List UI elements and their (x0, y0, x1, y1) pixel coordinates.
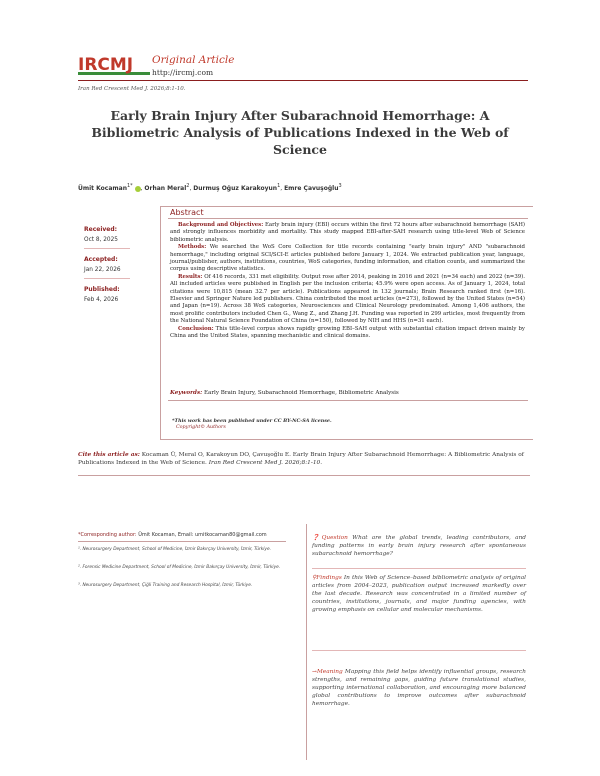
footnote-divider (78, 541, 286, 542)
abstract-heading: Abstract (170, 208, 204, 217)
orcid-icon[interactable] (135, 186, 141, 192)
author-name[interactable]: Ümit Kocaman (78, 185, 127, 192)
received-date: Oct 8, 2025 (84, 237, 118, 243)
abstract-divider (168, 218, 528, 219)
citation-divider (78, 475, 530, 476)
header-divider (78, 80, 528, 81)
abstract-results: Results: Of 416 records, 331 met eligibility. Output rose after 2014, peaking in 2016 and 2021 (n=34 each) and 2022 (n=39). All included articles were published in English per the inclusion criteria; 45.9% were open access. As of January 1, 2024, total citations were 10,815 (mean 32.7 per article). Publications appeared in 132 journals; Brain Research ranked first (n=16). Elsevier and Springer Nature led publishers. China contributed the most articles (n=273), followed by the United States (n=54) and Japan (n=19). Across 38 WoS categories, Neurosciences and Clinical Neurology predominated. Among 1,406 authors, the most prolific contributors included Chen G., Wang Z., and Zhang J.H. Funding was reported in 299 articles, most frequently from the National Natural Science Foundation of China (n=150), followed by NIH and HHS (n=31 each). (170, 273, 525, 325)
abstract-conclusion: Conclusion: This title-level corpus shows rapidly growing EBI–SAH output with substantial citation impact driven mainly by China and the United States, spanning mechanistic and clinical domains. (170, 325, 525, 340)
key-divider (312, 568, 526, 569)
key-meaning: →Meaning Mapping this field helps identify influential groups, research strengths, and remaining gaps, guiding future translational studies, supporting international collaboration, and encouraging more balanced global contributions to improve outcomes after subarachnoid hemorrhage. (312, 669, 526, 707)
author-name[interactable]: Orhan Meral (144, 185, 187, 192)
published-date: Feb 4, 2026 (84, 297, 119, 303)
affiliation: ³. Neurosurgery Department, Çiğli Training and Research Hospital, İzmir, Türkiye. (78, 583, 253, 588)
abstract-body (170, 222, 525, 341)
date-divider (84, 278, 130, 279)
arrow-icon: → (312, 669, 317, 675)
key-findings: ⚲Findings In this Web of Science–based bibliometric analysis of original articles from 2004–2023, publication output increased markedly over the last decade. Research was concentrated in a limited number of countries, institutions, journals, and major funding agencies, with growing emphasis on cellular and molecular mechanisms. (312, 575, 526, 613)
citation: Cite this article as: Kocaman Ü, Meral O, Karakoyun DO, Çavuşoğlu E. Early Brain Injury After Subarachnoid Hemorrhage: A Bibliometric Analysis of Publications Indexed in the Web of Science. Iran Red Crescent Med J. 2026;8:1-10. (78, 452, 524, 466)
journal-logo (78, 52, 150, 80)
key-divider (312, 650, 526, 651)
affiliation: ¹. Neurosurgery Department, School of Medicine, İzmir Bakırçay University, İzmir, Türkiye. (78, 547, 271, 552)
findings-icon: ⚲ (312, 575, 317, 581)
published-label: Published: (84, 286, 120, 293)
journal-reference: Iran Red Crescent Med J. 2026;8:1-10. (78, 86, 186, 92)
received-label: Received: (84, 226, 118, 233)
key-question: ❓Question What are the global trends, leading contributors, and funding patterns in early brain injury research after spontaneous subarachnoid hemorrhage? (312, 535, 527, 557)
journal-url[interactable]: http://ircmj.com (152, 68, 214, 77)
keywords: Keywords: Early Brain Injury, Subarachnoid Hemorrhage, Bibliometric Analysis (170, 390, 399, 396)
svg-text:IRCMJ: IRCMJ (78, 55, 134, 75)
date-divider (84, 248, 130, 249)
abstract-methods: Methods: We searched the WoS Core Collection for title records containing "early brain injury" AND "subarachnoid hemorrhage," including original SCI/SCI-E articles published before January 1, 2024. We extracted publication year, language, journal/publisher, authors, institutions, countries, WoS categories, funding information, and citation counts, and summarized the corpus using descriptive statistics. (170, 244, 525, 273)
abstract-background: Background and Objectives: Early brain injury (EBI) occurs within the first 72 hours after subarachnoid hemorrhage (SAH) and strongly influences morbidity and mortality. This study mapped EBI-after-SAH research using title-level Web of Science bibliometric analysis. (170, 222, 525, 243)
keywords-divider (168, 400, 528, 401)
key-points-panel (306, 524, 533, 760)
license-note[interactable]: *This work has been published under CC BY-NC-SA license. (172, 418, 332, 424)
accepted-label: Accepted: (84, 256, 118, 263)
paper-title: Early Brain Injury After Subarachnoid Hemorrhage: A Bibliometric Analysis of Publications Indexed in the Web of Science (91, 108, 509, 157)
author-name[interactable]: Emre Çavuşoğlu (284, 185, 339, 192)
article-type: Original Article (152, 54, 235, 66)
author-name[interactable]: Durmuş Oğuz Karakoyun (193, 185, 278, 192)
affiliation: ². Forensic Medicine Department, School of Medicine, İzmir Bakırçay University, İzmir, Türkiye. (78, 565, 281, 570)
accepted-date: Jan 22, 2026 (84, 267, 121, 273)
copyright-note: Copyright© Authors (176, 425, 226, 430)
question-icon: ❓ (312, 535, 322, 541)
author-list: Ümit Kocaman$^{1*}$ , Orhan Meral$^2$, Durmuş Oğuz Karakoyun$^1$, Emre Çavuşoğlu$^3$ (78, 183, 342, 192)
corresponding-author: *Corresponding author: Ümit Kocaman, Email: umitkocaman80@gmail.com (78, 532, 267, 538)
